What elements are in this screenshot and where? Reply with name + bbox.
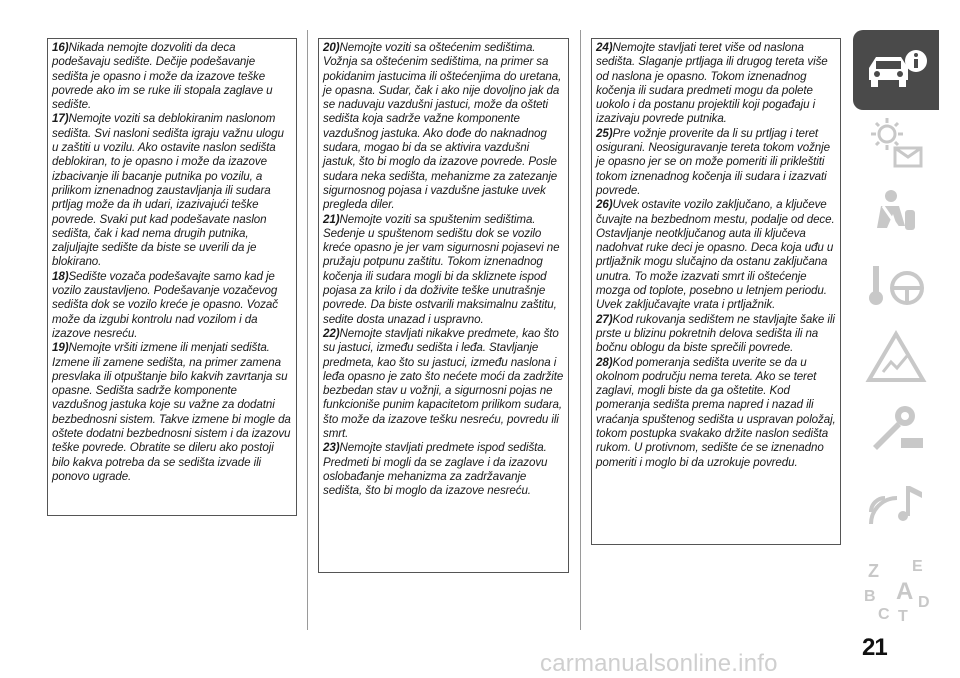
warning-text: Kod rukovanja sedištem ne stavljajte šake ili prste u blizinu pokretnih delova sedišta ili na bočnu oblogu da biste sprečili povrede. xyxy=(596,312,835,355)
tab-multimedia[interactable] xyxy=(853,462,939,542)
warning-text: Uvek ostavite vozilo zaključano, a ključeve čuvajte na bezbednom mestu, podalje od dece. Ostavljanje neotključanog auta ili ključeva nadohvat ruke deci je opasno. Deca koja uđu u prtljažnik mogu slučajno da ostanu zaključana unutra. To može izazvati smrt ili oštećenje mozga od toplote, posebno u letnjem periodu. Uvek zaključavajte vrata i prtljažnik. xyxy=(596,198,835,312)
warning-number: 16) xyxy=(52,41,69,54)
warning-item xyxy=(323,41,564,213)
warning-number: 24) xyxy=(596,41,613,54)
warning-box-column-2 xyxy=(318,38,569,573)
warning-number: 23) xyxy=(323,441,340,455)
warning-number: 26) xyxy=(596,198,613,212)
warning-item xyxy=(52,270,292,341)
index-letter: D xyxy=(918,594,930,611)
wrench-service-icon xyxy=(861,400,931,460)
index-letter: E xyxy=(912,558,923,575)
tab-emergency[interactable] xyxy=(853,318,939,398)
index-letter: C xyxy=(878,606,890,623)
warning-item xyxy=(596,356,836,470)
tab-safety[interactable] xyxy=(853,174,939,254)
multimedia-icon xyxy=(861,472,931,532)
warning-number: 25) xyxy=(596,126,613,140)
column-divider-2 xyxy=(580,30,581,630)
tab-starting-driving[interactable] xyxy=(853,246,939,326)
index-letter: T xyxy=(898,608,908,625)
warning-text: Nemojte stavljati teret više od naslona sedišta. Slaganje prtljaga ili drugog tereta više od naslona je opasno. Tokom iznenadnog kočenja ili sudara predmeti mogu da polete uokolo i da postanu projektili koji pogađaju i izazivaju povrede putnika. xyxy=(596,41,828,126)
column-divider-1 xyxy=(307,30,308,630)
warning-text: Nemojte stavljati predmete ispod sedišta. Predmeti bi mogli da se zaglave i da izazovu oslobađanje mehanizma za zadržavanje sedišta, što bi moglo da izazove nesreću. xyxy=(323,441,548,498)
chapter-sidebar xyxy=(853,30,939,630)
tab-maintenance[interactable] xyxy=(853,390,939,470)
warning-text: Nemojte voziti sa oštećenim sedištima. Vožnja sa oštećenim sedištima, na primer sa pokidanim jastucima ili oštećenjima do uretana, je opasna. Sudar, čak i ako nije dovoljno jak da se naduvaju vazdušni jastuci, može da ošteti sedišta koja sadrže važne komponente vazdušnog jastuka. Ako dođe do naknadnog sudara, mogao bi da se aktivira vazdušni jastuk, što bi moglo da izazove povrede. Posle sudara neka sedišta, mehanizme za zatezanje sigurnosnog pojasa i vazdušne jastuke uvek pregleda diler. xyxy=(323,41,562,212)
tab-index[interactable] xyxy=(853,550,939,630)
tab-dashboard-lights[interactable] xyxy=(853,102,939,182)
watermark: carmanualsonline.info xyxy=(540,650,778,677)
tab-car-info[interactable] xyxy=(853,30,939,110)
warning-number: 21) xyxy=(323,212,340,226)
warning-text: Pre vožnje proverite da li su prtljag i teret osigurani. Neosiguravanje tereta tokom vožnje je opasno jer se on može pomeriti ili prikleštiti tokom iznenadnog kočenja ili sudara i izazvati povrede. xyxy=(596,126,830,197)
page-number: 21 xyxy=(862,634,887,661)
warning-text: Nemojte voziti sa spuštenim sedištima. Sedenje u spuštenom sedištu dok se vozilo kreće opasno je jer vam sigurnosni pojasevi ne pružaju potpunu zaštitu. Tokom iznenadnog kočenja ili sudara mogli bi da skliznete ispod pojasa za krilo i da doživite teške unutrašnje povrede. Da biste ostvarili maksimalnu zaštitu, sedite dosta unazad i uspravno. xyxy=(323,212,560,326)
safety-airbag-icon xyxy=(861,184,931,244)
index-letter: B xyxy=(864,588,876,605)
warning-triangle-icon xyxy=(861,328,931,388)
warning-number: 22) xyxy=(323,326,340,340)
warning-text: Nikada nemojte dozvoliti da deca podešavaju sedište. Dečije podešavanje sedišta je opasno i može da izazove teške povrede ako im se ruke ili stopala zaglave u sedište. xyxy=(52,41,273,112)
warning-item xyxy=(596,41,836,127)
warning-number: 17) xyxy=(52,112,69,126)
warning-text: Nemojte vršiti izmene ili menjati sedišta. Izmene ili zamene sedišta, na primer zamena presvlaka ili otpuštanje bilo kakvih zavrtanja su opasne. Sedišta sadrže komponente vazdušnog jastuka koje su važne za dodatni bezbednosni sistem. Takve izmene bi mogle da oštete dodatni bezbednosni sistem i da izazovu teške povrede. Obratite se dileru ako postoji bilo kakva potreba da se sedišta izvade ili ponovo ugrade. xyxy=(52,341,291,483)
warning-text: Kod pomeranja sedišta uverite se da u okolnom području nema tereta. Ako se teret zaglavi, mogli biste da ga oštetite. Kod pomeranja sedišta prema napred i nazad ili vraćanja spuštenog sedišta u uspravan položaj, tokom postupka svakako držite naslon sedišta rukom. U protivnom, sedište će se iznenadno pomeriti i moglo bi da uzrokuje povredu. xyxy=(596,355,836,469)
warning-item xyxy=(596,127,836,198)
warning-box-column-3 xyxy=(591,38,841,545)
warning-item xyxy=(323,327,564,441)
warning-number: 28) xyxy=(596,355,613,369)
warning-box-column-1 xyxy=(47,38,297,516)
warning-item xyxy=(323,441,564,498)
warning-item xyxy=(52,112,292,269)
warning-number: 18) xyxy=(52,269,69,283)
alphabetical-index-icon xyxy=(858,555,934,625)
warning-number: 19) xyxy=(52,341,69,355)
warning-item xyxy=(52,341,292,484)
index-letter: Z xyxy=(868,561,879,581)
warning-item xyxy=(323,213,564,327)
warning-number: 20) xyxy=(323,41,340,54)
dashboard-lights-icon xyxy=(861,112,931,172)
key-steering-icon xyxy=(861,256,931,316)
warning-item xyxy=(52,41,292,112)
warning-text: Nemojte stavljati nikakve predmete, kao što su jastuci, između sedišta i leđa. Stavljanje predmeta, kao što su jastuci, između naslona i leđa opasno je zato što nećete moći da zadržite bezbedan stav u vožnji, a sigurnosni pojas ne funkcioniše punim kapacitetom prilikom sudara, što može da izazove tešku nesreću, povredu ili smrt. xyxy=(323,326,564,441)
warning-text: Sedište vozača podešavajte samo kad je vozilo zaustavljeno. Podešavanje vozačevog sedišta dok se vozilo kreće je opasno. Vozač može da izgubi kontrolu nad vozilom i da izazove nesreću. xyxy=(52,269,278,340)
index-letter: A xyxy=(896,578,914,605)
warning-item xyxy=(596,313,836,356)
warning-number: 27) xyxy=(596,312,613,326)
warning-item xyxy=(596,198,836,312)
car-info-icon xyxy=(861,44,931,96)
warning-text: Nemojte voziti sa deblokiranim naslonom sedišta. Svi nasloni sedišta igraju važnu ulogu u zaštiti u vozilu. Ako ostavite naslon sedišta deblokiran, to je opasno i može da izazove izbacivanje ili bacanje putnika po vozilu, a prilikom iznenadnog zaustavljanja ili sudara prtljag može da ih udari, izazivajući teške povrede. Svaki put kad podešavate naslon sedišta, čak i kad nema drugih putnika, zaljuljajte sedište da biste se uverili da je blokirano. xyxy=(52,112,284,269)
